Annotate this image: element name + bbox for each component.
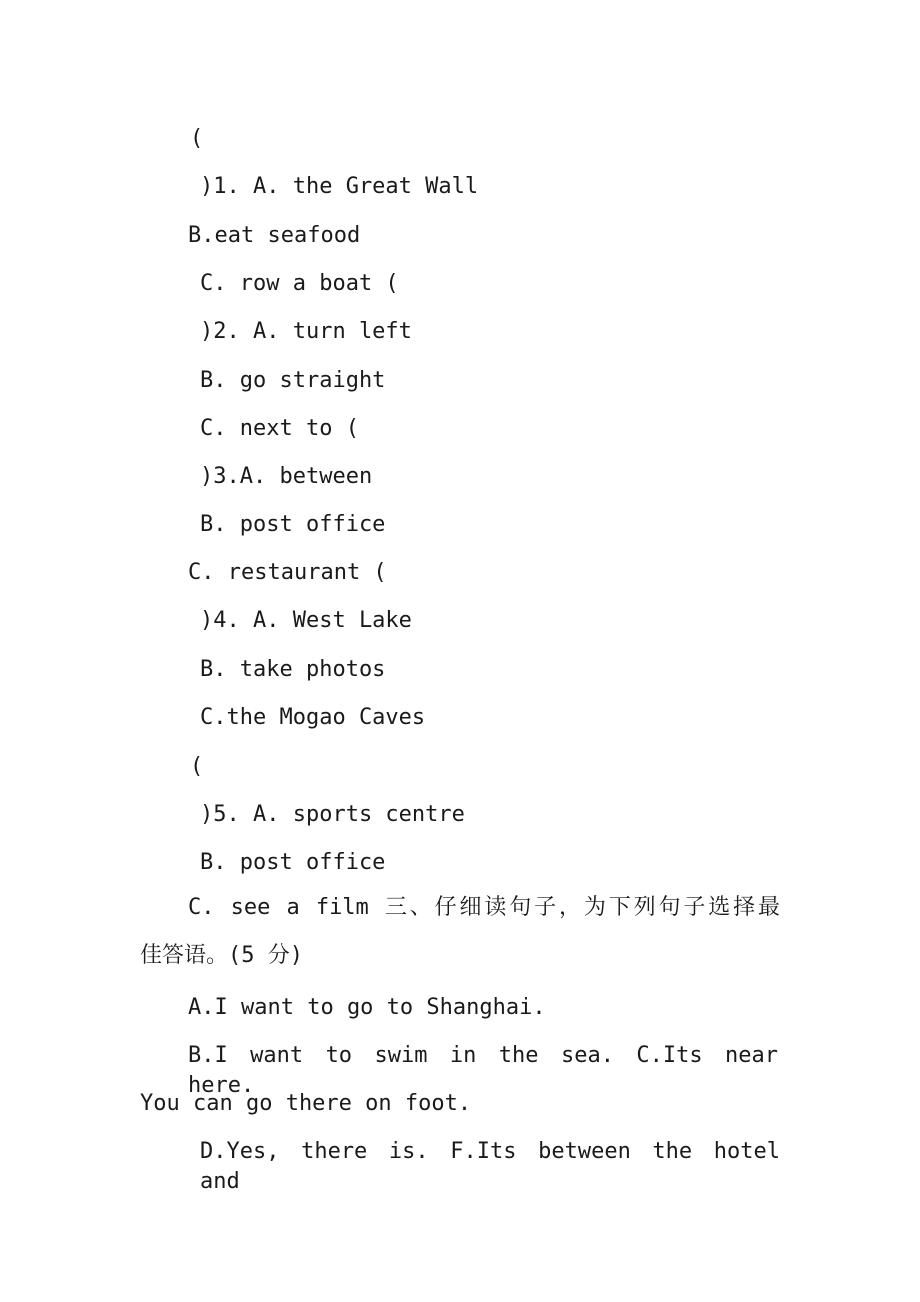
text-line-1: ( (190, 126, 204, 151)
text-line-20: B.I want to swim in the sea. C.Its near here. (188, 1043, 778, 1098)
text-line-15: )5. A. sports centre (200, 802, 465, 827)
text-line-13: C.the Mogao Caves (200, 705, 426, 730)
text-line-4: C. row a boat ( (200, 271, 399, 296)
text-line-11: )4. A. West Lake (200, 608, 412, 633)
text-line-9: B. post office (200, 512, 386, 537)
text-line-3: B.eat seafood (188, 223, 361, 248)
text-line-19: A.I want to go to Shanghai. (188, 995, 546, 1020)
text-line-10: C. restaurant ( (188, 560, 387, 585)
text-line-18: 佳答语。(5 分) (140, 943, 303, 968)
text-line-12: B. take photos (200, 657, 386, 682)
text-line-22: D.Yes, there is. F.Its between the hotel and (200, 1139, 780, 1194)
text-line-16: B. post office (200, 850, 386, 875)
text-line-7: C. next to ( (200, 416, 359, 441)
text-line-2: )1. A. the Great Wall (200, 174, 479, 199)
text-line-8: )3.A. between (200, 464, 373, 489)
text-line-6: B. go straight (200, 368, 386, 393)
text-line-21: You can go there on foot. (140, 1091, 472, 1116)
text-line-14: ( (190, 754, 204, 779)
text-line-17: C. see a film 三、仔细读句子，为下列句子选择最 (188, 895, 780, 920)
text-line-5: )2. A. turn left (200, 319, 412, 344)
